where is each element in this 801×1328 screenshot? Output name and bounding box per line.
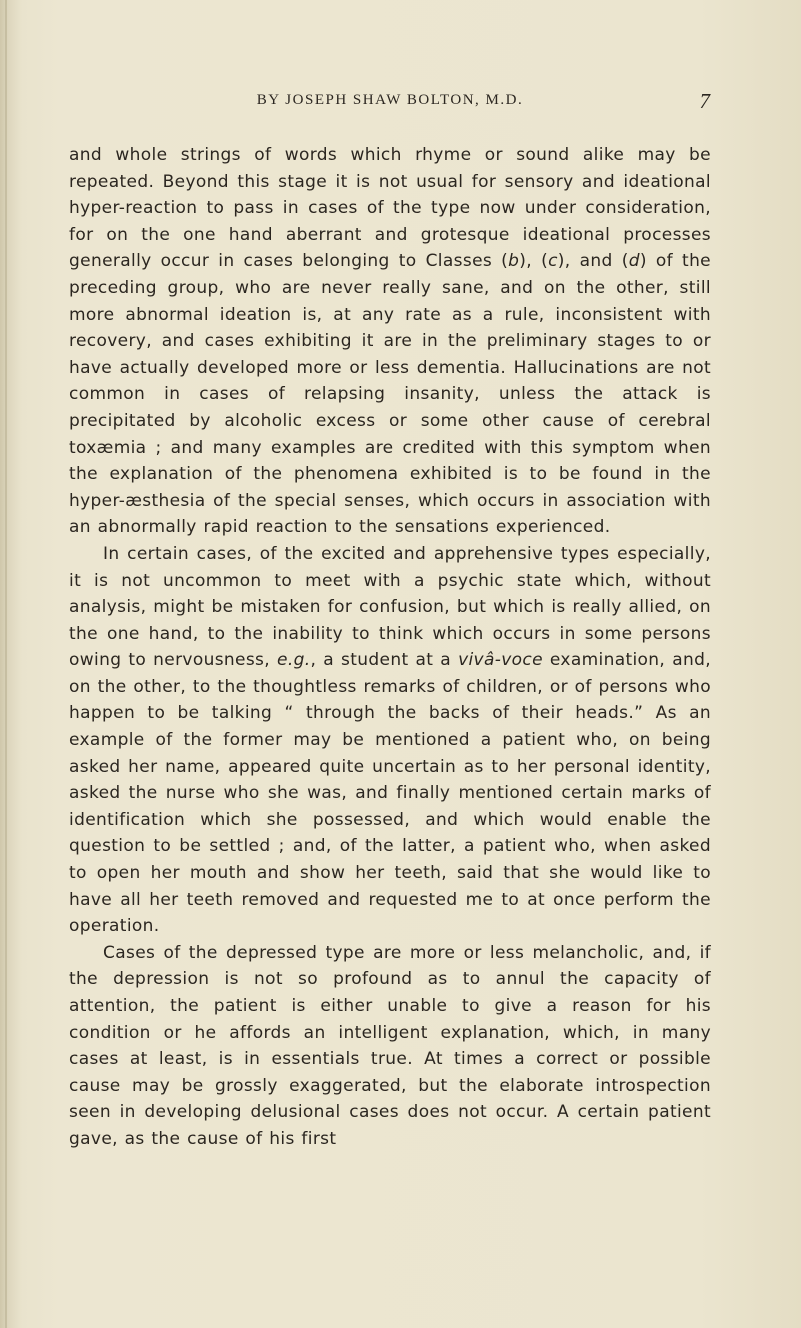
paragraph-1 (69, 142, 711, 541)
viva-voce-italic: vivâ-voce (458, 650, 543, 671)
paragraph-2-text-a: In certain cases, of the excited and apprehensive types especially, it is not uncommon to meet with a psychic state which, without analysis, might be mistaken for confusion, but which is really allied, on the one hand, to the inability to think which occurs in some persons owing to nervousness, (69, 543, 711, 671)
paragraph-3 (69, 940, 711, 1153)
paragraph-2-text-c: examination, and, on the other, to the thoughtless remarks of children, or of persons who happen to be talking “ through the backs of their heads.” As an example of the former may be mentioned a patient who, on being asked her name, appeared quite uncertain as to her personal identity, asked the nurse who she was, and finally mentioned certain marks of identification which she possessed, and which would enable the question to be settled ; and, of the latter, a patient who, when asked to open her mouth and show her teeth, said that she would like to have all her teeth removed and requested me to at once perform the operation. (69, 650, 711, 937)
paragraph-2-text-b: , a student at a (310, 650, 459, 671)
paragraph-1-text-d: ) of the preceding group, who are never really sane, and on the other, still more abnormal ideation is, at any rate as a rule, inconsistent with recovery, and cases exhibiting it are in the preliminary stages to or have actually developed more or less dementia. Hallucinations are not common in cases of relapsing insanity, unless the attack is precipitated by alcoholic excess or some other cause of cerebral toxæmia ; and many examples are credited with this symptom when the explanation of the phenomena exhibited is to be found in the hyper-æsthesia of the special senses, which occurs in association with an abnormally rapid reaction to the sensations experienced. (69, 251, 711, 538)
eg-italic: e.g. (277, 650, 311, 671)
class-b-italic: b (508, 251, 520, 272)
running-head-title: BY JOSEPH SHAW BOLTON, M.D. (256, 92, 524, 108)
paragraph-1-text-b: ), ( (519, 251, 549, 272)
class-d-italic: d (628, 251, 640, 272)
page-number: 7 (699, 89, 710, 113)
class-c-italic: c (548, 251, 558, 272)
paragraph-3-text: Cases of the depressed type are more or less melancholic, and, if the depression is not so profound as to annul the capacity of attention, the patient is either unable to give a reason for his condition or he affords an intelligent explanation, which, in many cases at least, is in essentials true. At times a correct or possible cause may be grossly exaggerated, but the elaborate introspection seen in developing delusional cases does not occur. A certain patient gave, as the cause of his first (69, 942, 711, 1149)
paragraph-2 (69, 541, 711, 940)
paragraph-1-text-a: and whole strings of words which rhyme or sound alike may be repeated. Beyond this stage it is not usual for sensory and ideational hyper-reaction to pass in cases of the type now under consideration, for on the one hand aberrant and grotesque ideational processes generally occur in cases belonging to Classes ( (69, 145, 711, 272)
paragraph-1-text-c: ), and ( (557, 251, 629, 272)
running-head (70, 90, 710, 114)
binding-gutter (5, 0, 7, 1328)
body-text (69, 142, 711, 1153)
